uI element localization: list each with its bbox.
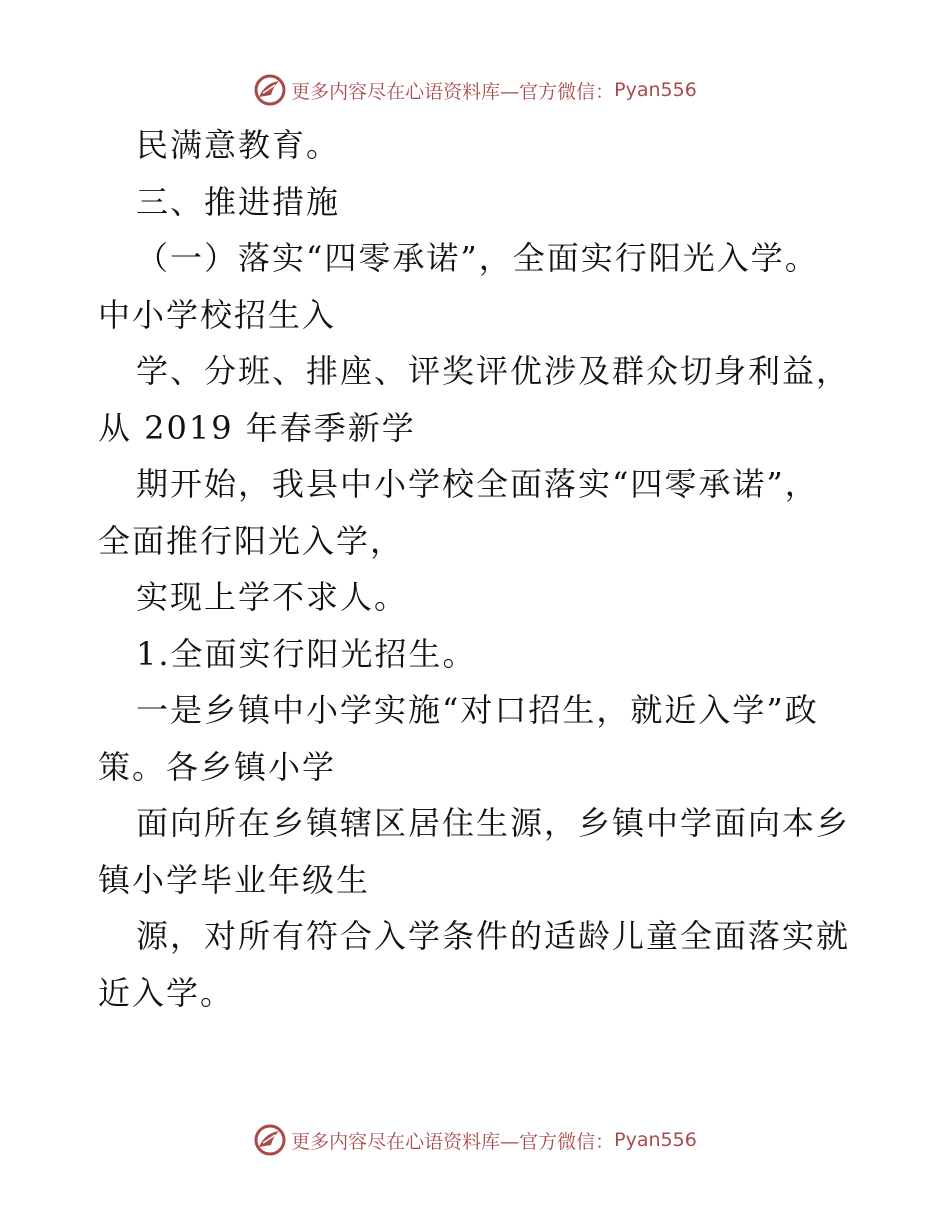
text-line: 中小学校招生入 — [98, 295, 337, 334]
footer-watermark-banner — [0, 1120, 950, 1160]
text-line: 实现上学不求人。 — [136, 578, 409, 616]
text-line: 期开始，我县中小学校全面落实“四零承诺”， — [136, 465, 819, 503]
pen-nib-logo-icon — [253, 73, 287, 107]
text-line: 近入学。 — [98, 973, 235, 1012]
text-line: 一是乡镇中小学实施“对口招生，就近入学”政 — [136, 691, 819, 729]
text-line: 学、分班、排座、评奖评优涉及群众切身利益， — [136, 352, 851, 390]
text-line: 镇小学毕业年级生 — [98, 860, 371, 899]
text-line: 从 2019 年春季新学 — [98, 408, 416, 447]
text-line: 民满意教育。 — [136, 126, 341, 164]
footer-watermark — [253, 1123, 697, 1157]
header-watermark — [253, 73, 697, 107]
text-line: 策。各乡镇小学 — [98, 747, 337, 786]
watermark-text: 更多内容尽在心语资料库—官方微信： — [291, 80, 615, 103]
watermark-text: 更多内容尽在心语资料库—官方微信： — [291, 1130, 615, 1153]
pen-nib-logo-icon — [253, 1123, 287, 1157]
watermark-wechat-id: Pyan556 — [614, 1129, 697, 1151]
section-heading: 三、推进措施 — [136, 182, 341, 221]
text-line: 源，对所有符合入学条件的适龄儿童全面落实就 — [136, 917, 851, 955]
subsection-heading: （一）落实“四零承诺”，全面实行阳光入学。 — [136, 239, 819, 277]
numbered-item-heading: 1.全面实行阳光招生。 — [136, 634, 477, 673]
text-line: 面向所在乡镇辖区居住生源，乡镇中学面向本乡 — [136, 804, 851, 842]
text-line: 全面推行阳光入学， — [98, 521, 405, 560]
document-body — [98, 117, 858, 1021]
header-watermark-banner — [0, 70, 950, 110]
watermark-wechat-id: Pyan556 — [614, 79, 697, 101]
